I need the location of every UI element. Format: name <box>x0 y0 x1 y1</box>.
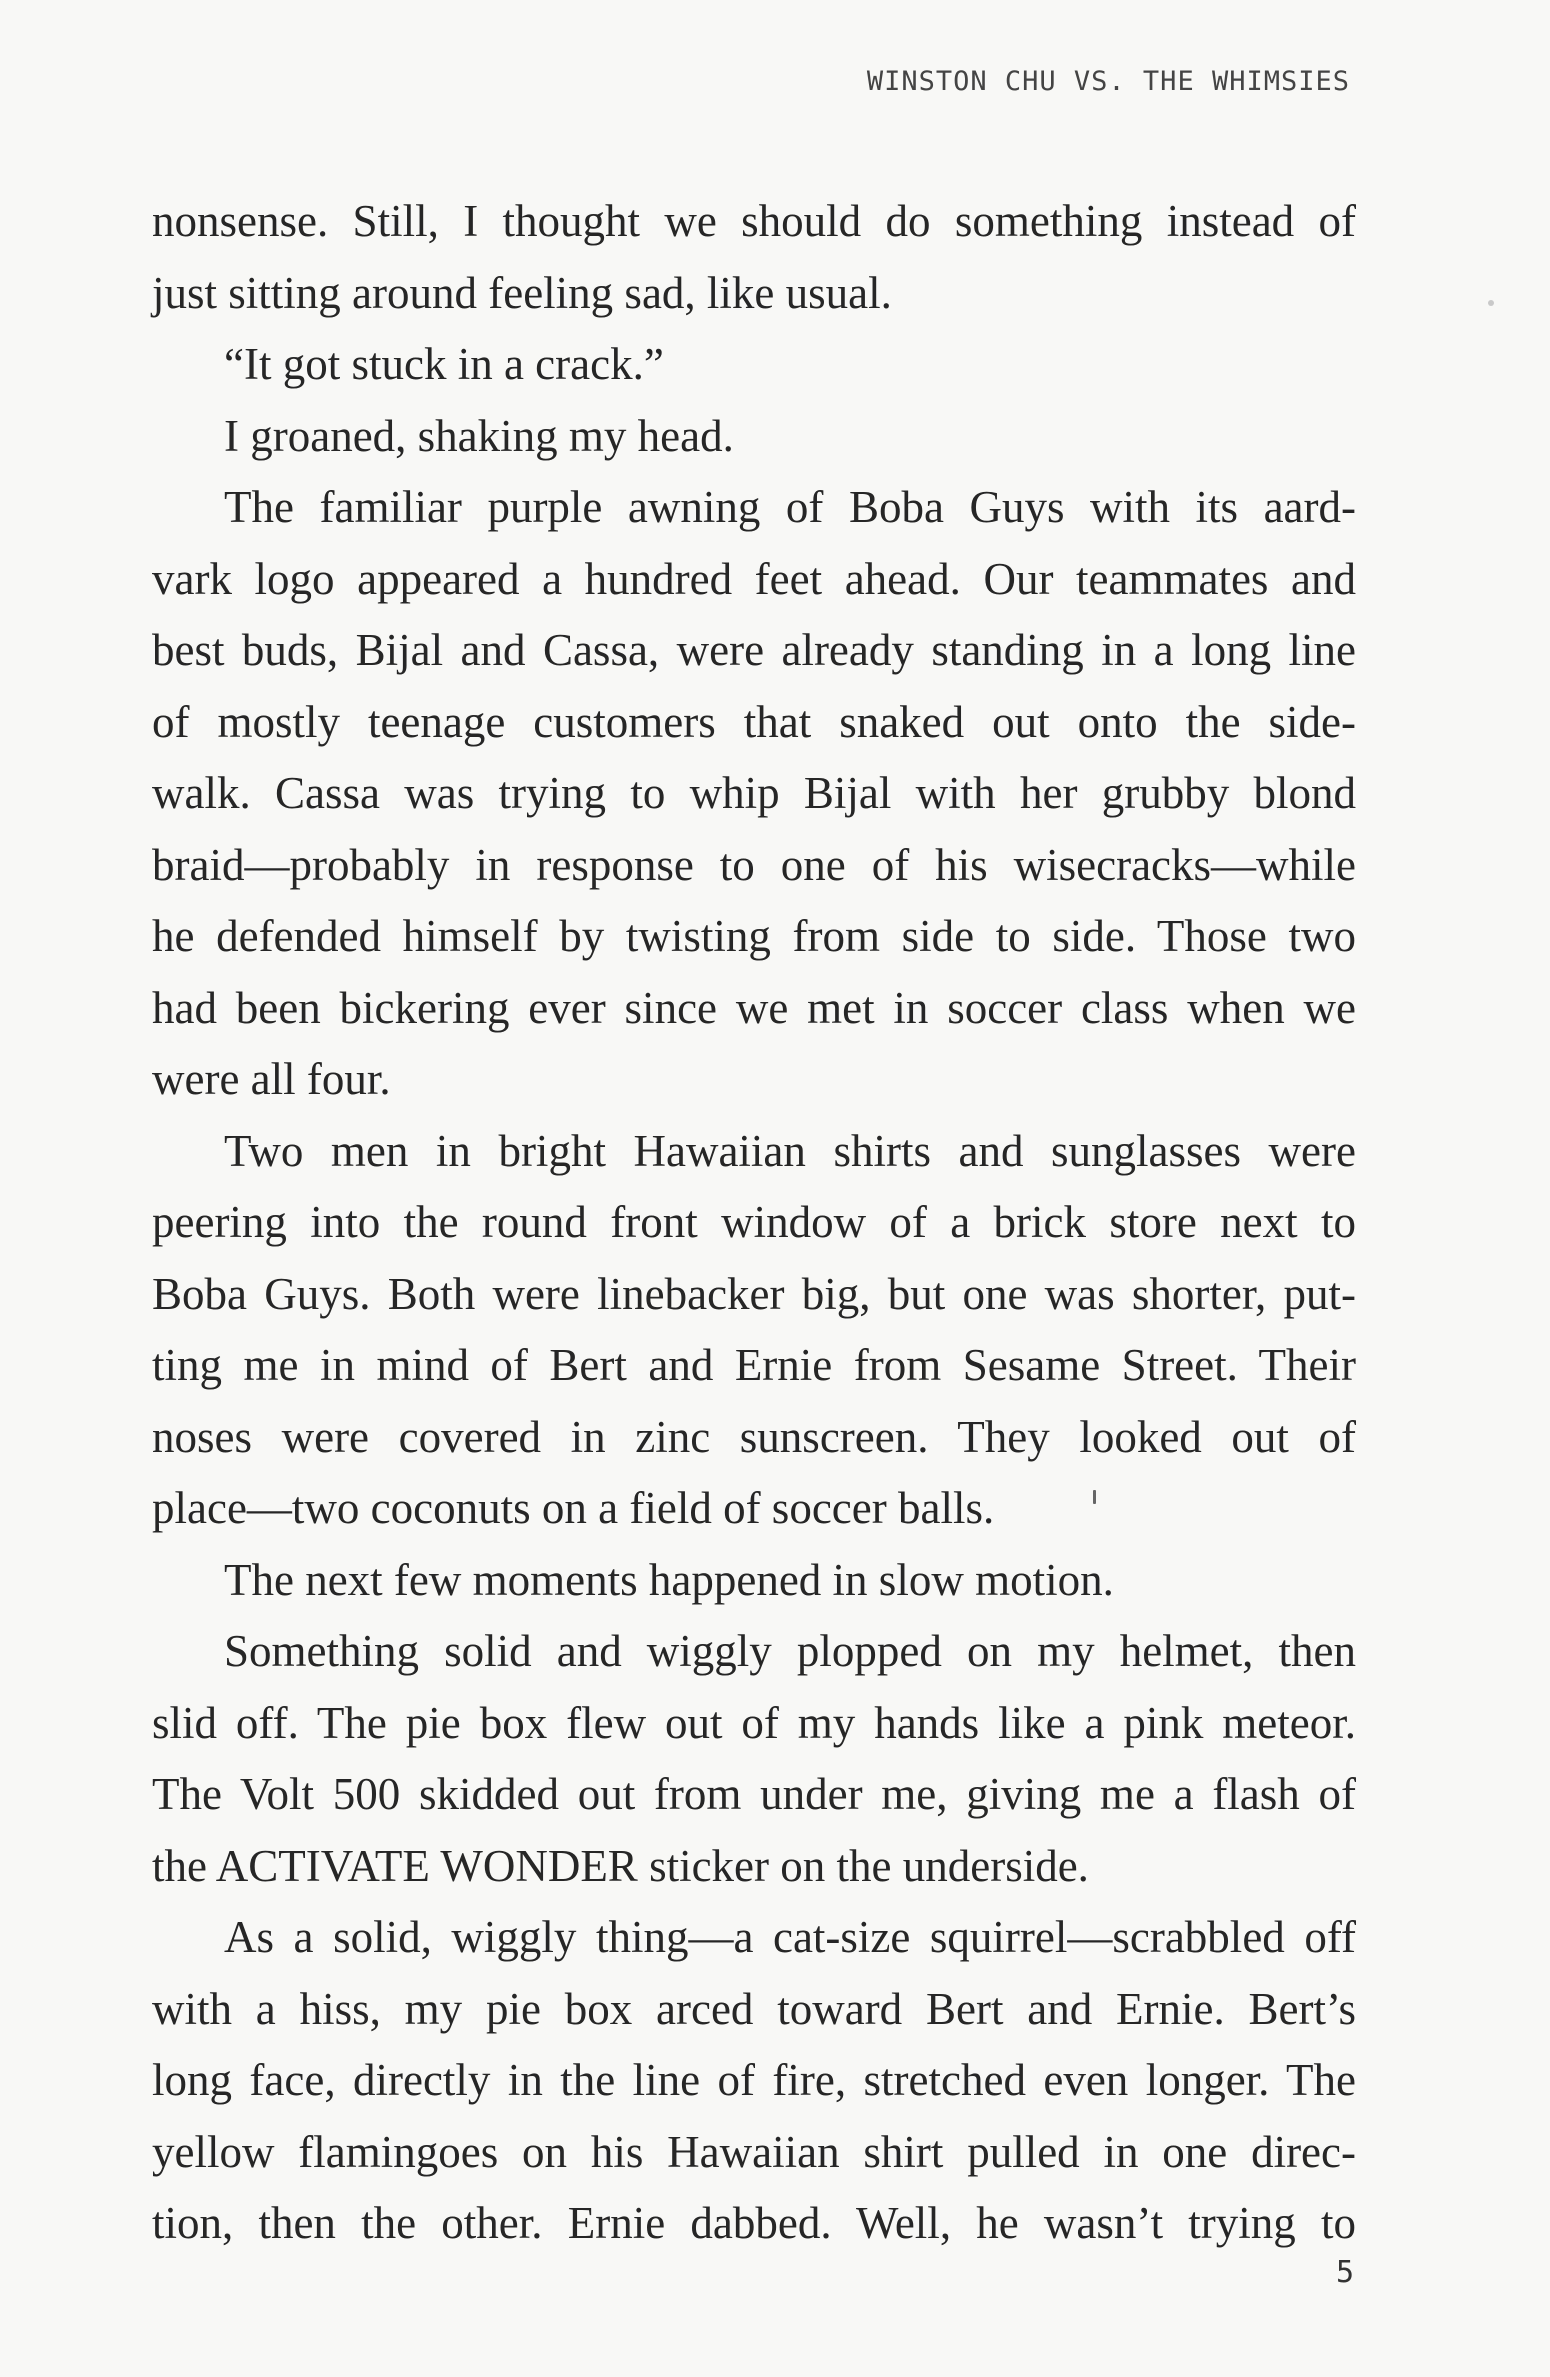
text-line: “It got stuck in a crack.” <box>224 339 664 389</box>
text-line: The Volt 500 skidded out from under me, giving me a flash of <box>152 1769 1356 1819</box>
body-text <box>152 186 1356 2260</box>
text-line: were all four. <box>152 1054 391 1104</box>
text-line: with a hiss, my pie box arced toward Bert and Ernie. Bert’s <box>152 1983 1356 2034</box>
ink-mark <box>1093 1490 1096 1504</box>
text-line: Two men in bright Hawaiian shirts and sunglasses were <box>224 1125 1356 1176</box>
text-line: ting me in mind of Bert and Ernie from Sesame Street. Their <box>152 1340 1356 1390</box>
page-number: 5 <box>1335 2255 1354 2290</box>
text-line: Boba Guys. Both were linebacker big, but one was shorter, put- <box>152 1268 1356 1319</box>
text-line: the ACTIVATE WONDER sticker on the underside. <box>152 1840 1089 1891</box>
text-line: peering into the round front window of a brick store next to <box>152 1197 1356 1247</box>
text-line: noses were covered in zinc sunscreen. They looked out of <box>152 1411 1356 1462</box>
text-line: had been bickering ever since we met in soccer class when we <box>152 982 1356 1033</box>
text-line: braid—probably in response to one of his wisecracks—while <box>152 839 1356 890</box>
text-line: I groaned, shaking my head. <box>224 410 734 461</box>
text-line: yellow flamingoes on his Hawaiian shirt pulled in one direc- <box>152 2126 1356 2177</box>
text-line: long face, directly in the line of fire, stretched even longer. The <box>152 2055 1356 2105</box>
text-line: slid off. The pie box flew out of my hands like a pink meteor. <box>152 1697 1356 1748</box>
text-line: best buds, Bijal and Cassa, were already standing in a long line <box>152 625 1356 675</box>
text-line: walk. Cassa was trying to whip Bijal with her grubby blond <box>152 768 1356 818</box>
text-line: The familiar purple awning of Boba Guys with its aard- <box>224 482 1356 532</box>
text-line: vark logo appeared a hundred feet ahead. Our teammates and <box>152 553 1356 604</box>
text-line: As a solid, wiggly thing—a cat-size squirrel—scrabbled off <box>224 1912 1356 1962</box>
text-line: place—two coconuts on a field of soccer balls. <box>152 1483 995 1533</box>
text-line: tion, then the other. Ernie dabbed. Well, he wasn’t trying to <box>152 2198 1356 2248</box>
text-line: nonsense. Still, I thought we should do something instead of <box>152 196 1356 246</box>
running-head: WINSTON CHU VS. THE WHIMSIES <box>866 66 1350 97</box>
text-line: just sitting around feeling sad, like usual. <box>152 267 892 318</box>
text-line: he defended himself by twisting from side to side. Those two <box>152 911 1356 961</box>
text-line: The next few moments happened in slow motion. <box>224 1554 1114 1605</box>
text-line: Something solid and wiggly plopped on my helmet, then <box>224 1626 1356 1676</box>
text-line: of mostly teenage customers that snaked out onto the side- <box>152 696 1356 747</box>
paper-speck <box>1488 300 1494 306</box>
